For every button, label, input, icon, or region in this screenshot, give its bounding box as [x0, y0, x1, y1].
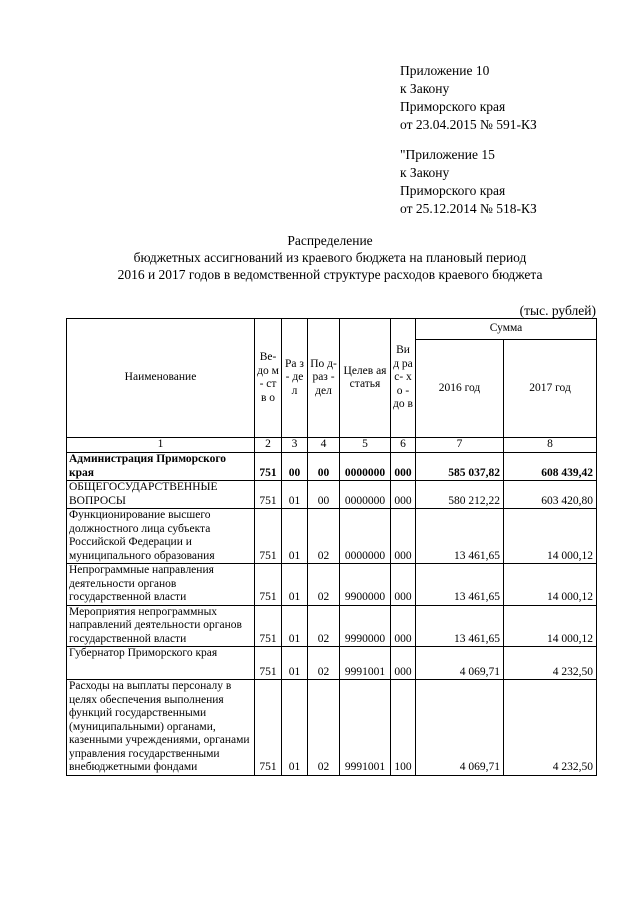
appendix-current-line3: Приморского края — [400, 99, 506, 114]
row-expense-type: 000 — [391, 647, 416, 680]
appendix-original-line4: от 25.12.2014 № 518-КЗ — [400, 201, 537, 216]
row-name: Непрограммные направления деятельности органов государственной власти — [67, 564, 255, 606]
header-year-2017: 2017 год — [504, 340, 597, 438]
row-subsection: 00 — [308, 481, 340, 509]
appendix-current-line4: от 23.04.2015 № 591-КЗ — [400, 117, 537, 132]
row-expense-type: 000 — [391, 481, 416, 509]
row-sum-2017: 14 000,12 — [504, 605, 597, 647]
row-name: Мероприятия непрограммных направлений деятельности органов государственной власти — [67, 605, 255, 647]
header-name: Наименование — [67, 319, 255, 438]
appendix-original — [400, 146, 537, 218]
row-name: Губернатор Приморского края — [67, 647, 255, 680]
row-expense-type: 100 — [391, 680, 416, 776]
row-subsection: 00 — [308, 453, 340, 481]
header-sum: Сумма — [416, 319, 597, 340]
row-department: 751 — [255, 647, 282, 680]
table-row — [67, 509, 597, 564]
row-subsection: 02 — [308, 509, 340, 564]
row-sum-2017: 608 439,42 — [504, 453, 597, 481]
row-sum-2016: 580 212,22 — [416, 481, 504, 509]
unit-label: (тыс. рублей) — [519, 303, 596, 318]
appendix-original-line3: Приморского края — [400, 183, 506, 198]
row-sum-2017: 14 000,12 — [504, 564, 597, 606]
table-row — [67, 647, 597, 680]
header-department: Ве- до м- ств о — [255, 319, 282, 438]
table-row — [67, 564, 597, 606]
row-target: 9900000 — [340, 564, 391, 606]
row-sum-2017: 4 232,50 — [504, 647, 597, 680]
row-section: 01 — [282, 605, 308, 647]
appendix-current — [400, 62, 537, 134]
title-line3: 2016 и 2017 годов в ведомственной структуре расходов краевого бюджета — [117, 267, 543, 282]
row-expense-type: 000 — [391, 453, 416, 481]
appendix-note — [400, 62, 537, 230]
row-sum-2017: 4 232,50 — [504, 680, 597, 776]
row-target: 9991001 — [340, 647, 391, 680]
table-row — [67, 680, 597, 776]
row-department: 751 — [255, 680, 282, 776]
title-line2: бюджетных ассигнований из краевого бюджета на плановый период — [133, 250, 527, 265]
column-number: 6 — [391, 438, 416, 453]
row-name: Функционирование высшего должностного лица субъекта Российской Федерации и муниципального образования — [67, 509, 255, 564]
column-number: 3 — [282, 438, 308, 453]
row-sum-2016: 13 461,65 — [416, 509, 504, 564]
document-title — [70, 232, 590, 283]
row-section: 01 — [282, 647, 308, 680]
row-subsection: 02 — [308, 564, 340, 606]
row-section: 01 — [282, 509, 308, 564]
row-expense-type: 000 — [391, 509, 416, 564]
row-department: 751 — [255, 481, 282, 509]
column-number: 4 — [308, 438, 340, 453]
row-target: 0000000 — [340, 453, 391, 481]
column-number: 1 — [67, 438, 255, 453]
row-target: 9991001 — [340, 680, 391, 776]
row-department: 751 — [255, 605, 282, 647]
row-sum-2016: 13 461,65 — [416, 605, 504, 647]
appendix-original-line2: к Закону — [400, 165, 450, 180]
row-section: 01 — [282, 564, 308, 606]
row-expense-type: 000 — [391, 605, 416, 647]
row-section: 01 — [282, 481, 308, 509]
header-year-2016: 2016 год — [416, 340, 504, 438]
row-expense-type: 000 — [391, 564, 416, 606]
row-department: 751 — [255, 509, 282, 564]
header-subsection: По д- раз - дел — [308, 319, 340, 438]
header-section: Ра з- де л — [282, 319, 308, 438]
appendix-original-line1: "Приложение 15 — [400, 147, 495, 162]
row-sum-2016: 585 037,82 — [416, 453, 504, 481]
row-department: 751 — [255, 453, 282, 481]
row-target: 0000000 — [340, 509, 391, 564]
column-number: 2 — [255, 438, 282, 453]
row-sum-2016: 4 069,71 — [416, 680, 504, 776]
row-subsection: 02 — [308, 647, 340, 680]
row-section: 01 — [282, 680, 308, 776]
title-line1: Распределение — [287, 233, 373, 248]
appendix-current-line2: к Закону — [400, 81, 450, 96]
row-target: 0000000 — [340, 481, 391, 509]
row-department: 751 — [255, 564, 282, 606]
row-subsection: 02 — [308, 605, 340, 647]
row-subsection: 02 — [308, 680, 340, 776]
table-row — [67, 481, 597, 509]
row-sum-2016: 13 461,65 — [416, 564, 504, 606]
row-name: Расходы на выплаты персоналу в целях обеспечения выполнения функций государственными (муниципальными) органами, казенными учреждениями, органами управления государственными внебюджетными фондами — [67, 680, 255, 776]
row-sum-2017: 14 000,12 — [504, 509, 597, 564]
table-row — [67, 605, 597, 647]
column-number: 8 — [504, 438, 597, 453]
header-expense-type: Ви д ра с- хо - до в — [391, 319, 416, 438]
row-section: 00 — [282, 453, 308, 481]
column-numbers-row — [67, 438, 597, 453]
appendix-current-line1: Приложение 10 — [400, 63, 490, 78]
row-target: 9990000 — [340, 605, 391, 647]
row-sum-2017: 603 420,80 — [504, 481, 597, 509]
budget-table — [66, 318, 597, 776]
column-number: 7 — [416, 438, 504, 453]
row-name: ОБЩЕГОСУДАРСТВЕННЫЕ ВОПРОСЫ — [67, 481, 255, 509]
row-name: Администрация Приморского края — [67, 453, 255, 481]
table-row — [67, 453, 597, 481]
column-number: 5 — [340, 438, 391, 453]
header-target: Целев ая статья — [340, 319, 391, 438]
row-sum-2016: 4 069,71 — [416, 647, 504, 680]
